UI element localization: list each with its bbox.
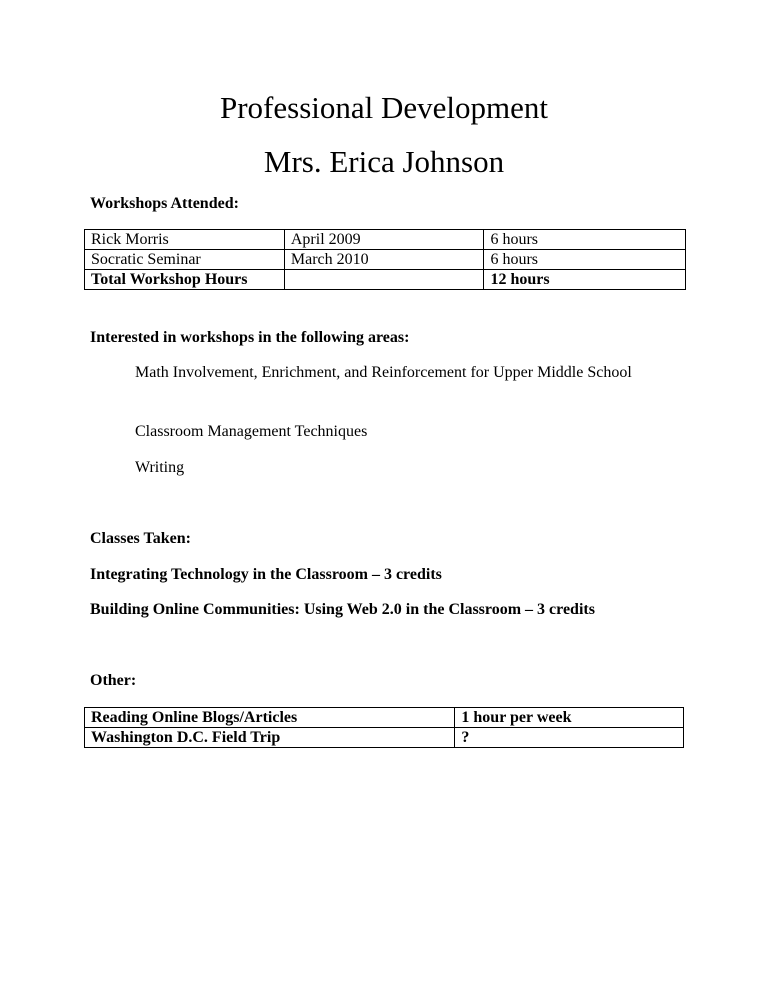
workshop-hours-cell: 6 hours <box>484 230 686 250</box>
total-hours-cell: 12 hours <box>484 270 686 290</box>
interest-item: Classroom Management Techniques <box>135 423 368 440</box>
table-row <box>85 230 686 250</box>
workshops-table <box>84 229 686 290</box>
workshop-name-cell: Rick Morris <box>85 230 285 250</box>
total-empty-cell <box>284 270 484 290</box>
workshop-name-cell: Socratic Seminar <box>85 250 285 270</box>
table-row <box>85 708 684 728</box>
total-row <box>85 270 686 290</box>
other-heading: Other: <box>90 672 137 689</box>
activity-cell: Reading Online Blogs/Articles <box>85 708 455 728</box>
workshops-heading: Workshops Attended: <box>90 195 239 212</box>
teacher-name: Mrs. Erica Johnson <box>263 144 505 179</box>
workshop-date-cell: April 2009 <box>284 230 484 250</box>
table-row <box>85 728 684 748</box>
workshop-hours-cell: 6 hours <box>484 250 686 270</box>
activity-cell: Washington D.C. Field Trip <box>85 728 455 748</box>
class-item: Integrating Technology in the Classroom – 3 credits <box>90 566 442 583</box>
time-cell: 1 hour per week <box>455 708 684 728</box>
interest-item: Math Involvement, Enrichment, and Reinforcement for Upper Middle School <box>135 364 632 381</box>
time-cell: ? <box>455 728 684 748</box>
workshop-date-cell: March 2010 <box>284 250 484 270</box>
table-row <box>85 250 686 270</box>
class-item: Building Online Communities: Using Web 2.0 in the Classroom – 3 credits <box>90 601 595 618</box>
interest-item: Writing <box>135 459 185 476</box>
interests-heading: Interested in workshops in the following areas: <box>90 329 410 346</box>
total-label-cell: Total Workshop Hours <box>85 270 285 290</box>
page-title: Professional Development <box>219 90 548 125</box>
other-table <box>84 707 684 748</box>
classes-heading: Classes Taken: <box>90 530 191 547</box>
